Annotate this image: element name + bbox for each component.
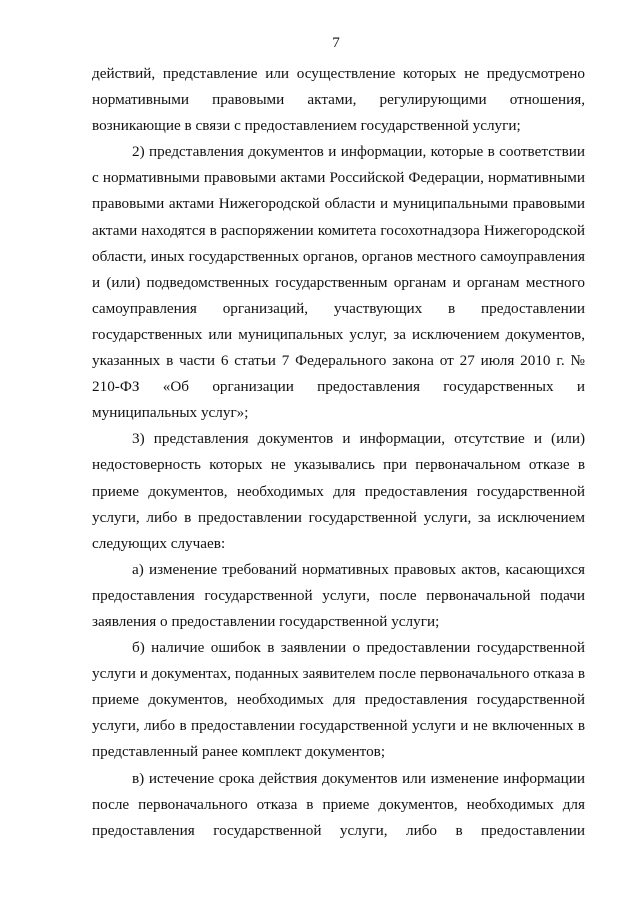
paragraph-subitem-v: в) истечение срока действия документов или изменение информации после первоначального отказа в приеме документов, необходимых для предоставления государственной услуги, либо в предоставлении bbox=[92, 769, 585, 839]
paragraph-item-2: 2) представления документов и информации, которые в соответствии с нормативными правовыми актами Российской Федерации, нормативными правовыми актами Нижегородской области и муниципальными правовыми актами находятся в распоряжении комитета госохотнадзора Нижегородской области, иных государственных органов, органов местного самоуправления и (или) подведомственных государственным органам и органам местного самоуправления организаций, участвующих в предоставлении государственных или муниципальных услуг, за исключением документов, указанных в части 6 статьи 7 Федерального закона от 27 июля 2010 г. № 210-ФЗ «Об организации предоставления государственных и муниципальных услуг»; bbox=[92, 143, 585, 422]
paragraph-item-3: 3) представления документов и информации, отсутствие и (или) недостоверность которых не указывались при первоначальном отказе в приеме документов, необходимых для предоставления государственной услуги, либо в предоставлении государственной услуги, за исключением следующих случаев: bbox=[92, 430, 585, 552]
page-number: 7 bbox=[332, 34, 340, 51]
paragraph-subitem-b: б) наличие ошибок в заявлении о предоставлении государственной услуги и документах, поданных заявителем после первоначального отказа в приеме документов, необходимых для предоставления государственной услуги, либо в предоставлении государственной услуги и не включенных в представленный ранее комплект документов; bbox=[92, 639, 585, 761]
paragraph-continuation: действий, представление или осуществление которых не предусмотрено нормативными правовыми актами, регулирующими отношения, возникающие в связи с предоставлением государственной услуги; bbox=[92, 65, 585, 135]
paragraph-subitem-a: а) изменение требований нормативных правовых актов, касающихся предоставления государственной услуги, после первоначальной подачи заявления о предоставлении государственной услуги; bbox=[92, 560, 585, 630]
document-body bbox=[92, 61, 585, 844]
